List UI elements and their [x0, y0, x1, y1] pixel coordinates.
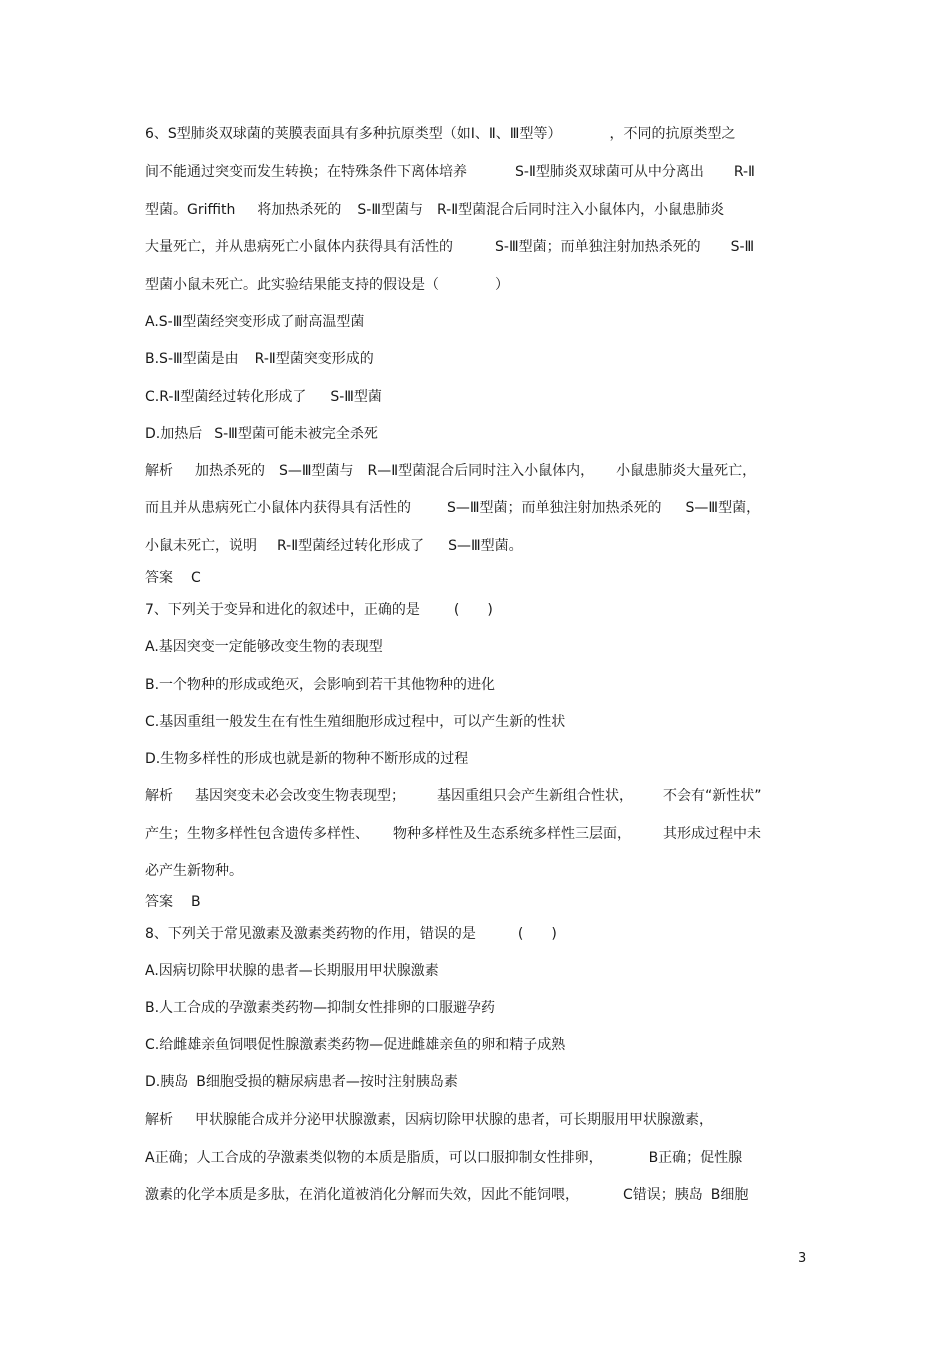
text: 而且并从患病死亡小鼠体内获得具有活性的 [145, 500, 411, 516]
text: S—Ⅲ型菌。 [448, 538, 523, 554]
q6-stem-line-2 [145, 162, 810, 182]
text: 8、下列关于常见激素及激素类药物的作用，错误的是 [145, 926, 476, 942]
text: 大量死亡，并从患病死亡小鼠体内获得具有活性的 [145, 239, 453, 255]
q6-option-a [145, 312, 810, 332]
text: S-Ⅲ型菌 [330, 389, 382, 405]
q6-answer [145, 568, 810, 588]
text: R-Ⅱ型菌经过转化形成了 [277, 538, 425, 554]
q6-stem-line-5 [145, 275, 810, 295]
q8-explanation-line-3 [145, 1185, 810, 1205]
text: R-Ⅱ型菌混合后同时注入小鼠体内，小鼠患肺炎 [437, 202, 725, 218]
explanation-label: 解析 [145, 788, 173, 804]
text: D.胰岛 [145, 1074, 189, 1090]
q6-stem-line-4 [145, 237, 810, 257]
q6-explanation-line-3 [145, 536, 810, 556]
text: B.S-Ⅲ型菌是由 [145, 351, 239, 367]
text: S—Ⅲ型菌， [685, 500, 761, 516]
q7-answer [145, 892, 810, 912]
text: B细胞受损的糖尿病患者—按时注射胰岛素 [196, 1074, 458, 1090]
text: 激素的化学本质是多肽，在消化道被消化分解而失效，因此不能饲喂， [145, 1187, 579, 1203]
q6-option-b [145, 349, 810, 369]
text: 基因突变未必会改变生物表现型； [195, 788, 405, 804]
q7-explanation-line-2 [145, 824, 810, 844]
q6-stem-line-1 [145, 124, 810, 144]
text: 甲状腺能合成并分泌甲状腺激素，因病切除甲状腺的患者，可长期服用甲状腺激素， [195, 1112, 713, 1128]
text: R-Ⅱ [733, 164, 755, 180]
text: A正确；人工合成的孕激素类似物的本质是脂质，可以口服抑制女性排卵， [145, 1150, 603, 1166]
text: S-Ⅲ型菌可能未被完全杀死 [214, 426, 378, 442]
q6-option-d [145, 424, 810, 444]
q6-explanation-line-2 [145, 498, 810, 518]
text: 其形成过程中未 [663, 826, 761, 842]
text: C.给雌雄亲鱼饲喂促性腺激素类药物—促进雌雄亲鱼的卵和精子成熟 [145, 1037, 566, 1053]
text: 小鼠未死亡，说明 [145, 538, 257, 554]
answer-blank: ( ) [453, 602, 493, 618]
text: 物种多样性及生态系统多样性三层面， [393, 826, 631, 842]
text: 基因重组只会产生新组合性状， [437, 788, 633, 804]
text: S—Ⅲ型菌与 [279, 463, 354, 479]
q7-option-d [145, 749, 810, 769]
text: 不会有“新性状” [663, 788, 762, 804]
text: B.一个物种的形成或绝灭，会影响到若干其他物种的进化 [145, 677, 496, 693]
q8-option-a [145, 961, 810, 981]
answer-blank: ( ) [517, 926, 557, 942]
answer-label: 答案 [145, 894, 173, 910]
text: B.人工合成的孕激素类药物—抑制女性排卵的口服避孕药 [145, 1000, 496, 1016]
q8-explanation-line-2 [145, 1148, 810, 1168]
answer-label: 答案 [145, 570, 173, 586]
text: 必产生新物种。 [145, 863, 243, 879]
text: 将加热杀死的 [257, 202, 342, 218]
text: R—Ⅱ型菌混合后同时注入小鼠体内， [367, 463, 595, 479]
text: A.S-Ⅲ型菌经突变形成了耐高温型菌 [145, 314, 365, 330]
text: S-Ⅲ [730, 239, 755, 255]
q8-option-c [145, 1035, 810, 1055]
explanation-label: 解析 [145, 1112, 173, 1128]
text: 间不能通过突变而发生转换；在特殊条件下离体培养 [145, 164, 467, 180]
text: 型菌。Griffith [145, 202, 236, 218]
explanation-label: 解析 [145, 463, 173, 479]
text: 产生；生物多样性包含遗传多样性、 [145, 826, 369, 842]
page-number: 3 [798, 1251, 807, 1266]
text: C错误；胰岛 [623, 1187, 703, 1203]
answer-value: B [191, 894, 201, 910]
text: 7、下列关于变异和进化的叙述中，正确的是 [145, 602, 420, 618]
q7-option-c [145, 712, 810, 732]
text: 小鼠患肺炎大量死亡， [616, 463, 757, 479]
answer-value: C [191, 570, 201, 586]
q8-option-d [145, 1072, 810, 1092]
q6-stem-line-3 [145, 200, 810, 220]
text: C.基因重组一般发生在有性生殖细胞形成过程中，可以产生新的性状 [145, 714, 566, 730]
q6-explanation-line-1 [145, 461, 810, 481]
text: S-Ⅲ型菌；而单独注射加热杀死的 [495, 239, 701, 255]
q8-explanation-line-1 [145, 1110, 810, 1130]
text: B正确；促性腺 [648, 1150, 743, 1166]
q8-stem [145, 924, 810, 944]
text: C.R-Ⅱ型菌经过转化形成了 [145, 389, 307, 405]
text: 型菌小鼠未死亡。此实验结果能支持的假设是（ ） [145, 277, 509, 293]
text: B细胞 [710, 1187, 749, 1203]
text: 加热杀死的 [195, 463, 265, 479]
text: D.加热后 [145, 426, 203, 442]
text: S—Ⅲ型菌；而单独注射加热杀死的 [447, 500, 662, 516]
q7-option-b [145, 675, 810, 695]
text: ，不同的抗原类型之 [609, 126, 736, 142]
text: A.基因突变一定能够改变生物的表现型 [145, 639, 383, 655]
text: A.因病切除甲状腺的患者—长期服用甲状腺激素 [145, 963, 439, 979]
text: D.生物多样性的形成也就是新的物种不断形成的过程 [145, 751, 469, 767]
q6-option-c [145, 387, 810, 407]
text: S-Ⅲ型菌与 [357, 202, 423, 218]
text: R-Ⅱ型菌突变形成的 [254, 351, 374, 367]
text: S-Ⅱ型肺炎双球菌可从中分离出 [515, 164, 704, 180]
q7-explanation-line-1 [145, 786, 810, 806]
q8-option-b [145, 998, 810, 1018]
q7-stem [145, 600, 810, 620]
q7-explanation-line-3 [145, 861, 810, 881]
q7-option-a [145, 637, 810, 657]
text: 6、S型肺炎双球菌的荚膜表面具有多种抗原类型（如Ⅰ、Ⅱ、Ⅲ型等） [145, 126, 562, 142]
